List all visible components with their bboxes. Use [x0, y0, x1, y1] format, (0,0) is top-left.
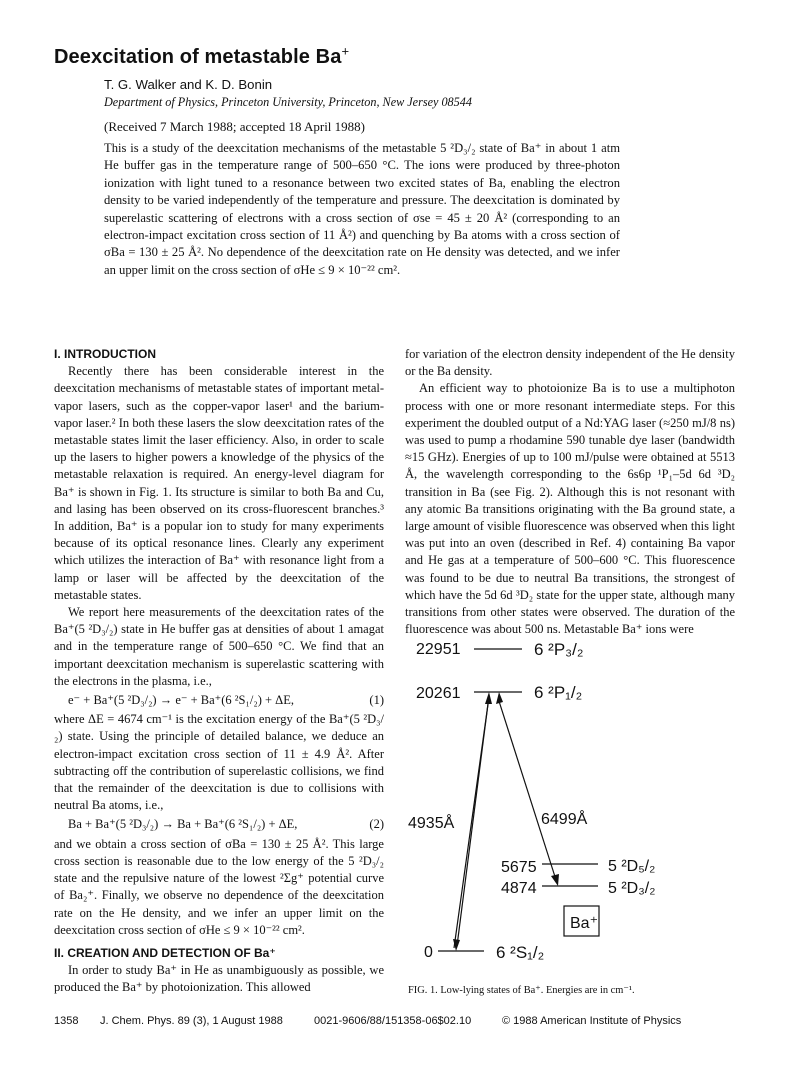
- page-number: 1358: [54, 1015, 79, 1027]
- level-state-6s12: 6 ²S₁/₂: [496, 943, 545, 962]
- intro-paragraph-2: We report here measurements of the deexcitation rates of the Ba⁺(5 ²D₃/₂) state in He buffer gas at densities of about 1 amagat and in the temperature range of 500–650 °C. We find that an important deexcitation mechanism is superelastic scattering with the electrons in the plasma, i.e.,: [54, 605, 384, 688]
- received-dates: (Received 7 March 1988; accepted 18 April 1988): [104, 119, 365, 134]
- level-energy-5675: 5675: [501, 859, 537, 876]
- intro-paragraph-4: and we obtain a cross section of σBa = 130 ± 25 Å². This large cross section is reasonable due to the low energy of the 5 ²D₃/₂ state and the repulsive nature of the lowest ²Σg⁺ potential curve of Ba₂⁺. Finally, we observe no dependence of the deexcitation rate on the He density, and we infer an upper limit on the deexcitation cross section of σHe ≤ 9 × 10⁻²² cm².: [54, 836, 384, 937]
- abstract: This is a study of the deexcitation mechanisms of the metastable 5 ²D₃/₂ state of Ba⁺ in about 1 atm He buffer gas in the temperature range of 500–650 °C. The ions were produced by three-photon ionization with light tuned to a resonance between two excited states of Ba, enabling the electron density to be varied independently of the temperature and pressure. The deexcitation is dominated by superelastic scattering of electrons with a cross section of σse = 45 ± 20 Å² (corresponding to an electron-impact excitation cross section of 11 Å²) and quenching by Ba atoms with a cross section of σBa = 130 ± 25 Å². No dependence of the deexcitation rate on He density was detected, and we infer an upper limit on the cross section of σHe ≤ 9 × 10⁻²² cm².: [104, 141, 620, 277]
- intro-paragraph-1: Recently there has been considerable interest in the deexcitation mechanisms of metastable states of important metal-vapor lasers, such as the copper-vapor laser¹ and the barium-vapor laser.² In both these lasers the slow deexcitation rates of the metastable states limit the laser efficiency. Also, in order to scale up the lasers to higher powers a knowledge of the physics of the metastable relaxation is required. An energy-level diagram for Ba⁺ is shown in Fig. 1. Its structure is similar to both Ba and Cu, and lasing has been observed on its cross-fluorescent branches.³ In addition, Ba⁺ is a popular ion to study for many experiments because of its optical resonance lines. Clearly any experiment which utilizes the interaction of Ba⁺ with resonance light from a lamp or laser will be affected by the deexcitation of the metastable states.: [54, 364, 384, 602]
- figure-caption: FIG. 1. Low-lying states of Ba⁺. Energies are in cm⁻¹.: [408, 985, 635, 996]
- energy-level-diagram: [404, 628, 704, 968]
- creation-paragraph-1-continued: for variation of the electron density independent of the He density or the Ba density.: [405, 347, 735, 379]
- article-code: 0021-9606/88/151358-06$02.10: [314, 1015, 472, 1027]
- level-state-5d52: 5 ²D₅/₂: [608, 858, 656, 875]
- equation-2-number: (2): [369, 817, 384, 832]
- intro-paragraph-3: where ΔE = 4674 cm⁻¹ is the excitation energy of the Ba⁺(5 ²D₃/₂) state. Using the principle of detailed balance, we deduce an electron-impact excitation cross section of 11 ± 4.9 Å². After subtracting off the contribution of superelastic collisions, we find that the remainder of the deexcitation is due to collisions with neutral Ba atoms, i.e.,: [54, 712, 384, 813]
- level-state-5d32: 5 ²D₃/₂: [608, 880, 656, 897]
- arrowhead-up-6499: [496, 692, 503, 704]
- equation-1-body: e⁻ + Ba⁺(5 ²D₃/₂) → e⁻ + Ba⁺(6 ²S₁/₂) + ΔE,: [68, 693, 294, 708]
- article-title: [54, 43, 350, 69]
- level-energy-0: 0: [424, 944, 433, 961]
- left-column: [54, 346, 384, 997]
- transition-label-6499: 6499Å: [541, 811, 588, 828]
- journal-citation: J. Chem. Phys. 89 (3), 1 August 1988: [100, 1015, 283, 1027]
- level-energy-22951: 22951: [416, 641, 461, 658]
- level-energy-4874: 4874: [501, 880, 537, 897]
- equation-1-number: (1): [369, 693, 384, 708]
- section-heading-creation: II. CREATION AND DETECTION OF Ba⁺: [54, 945, 276, 960]
- level-state-6p32: 6 ²P₃/₂: [534, 640, 584, 659]
- transition-arrow-6499: [498, 698, 557, 883]
- equation-2-body: Ba + Ba⁺(5 ²D₃/₂) → Ba + Ba⁺(6 ²S₁/₂) + ΔE,: [68, 817, 298, 832]
- transition-arrow-down-to-ground: [457, 696, 489, 946]
- title-text: Deexcitation of metastable Ba: [54, 46, 342, 68]
- equation-2: [54, 814, 384, 835]
- level-energy-20261: 20261: [416, 685, 461, 702]
- section-heading-introduction: I. INTRODUCTION: [54, 347, 156, 361]
- title-charge: +: [341, 43, 350, 59]
- level-state-6p12: 6 ²P₁/₂: [534, 683, 583, 702]
- transition-label-4935: 4935Å: [408, 815, 455, 832]
- copyright: © 1988 American Institute of Physics: [502, 1015, 682, 1027]
- arrowhead-down-6499: [551, 874, 559, 886]
- creation-paragraph-1: In order to study Ba⁺ in He as unambiguously as possible, we produced the Ba⁺ by photoionization. This allowed: [54, 963, 384, 995]
- right-column: [405, 346, 735, 638]
- affiliation: Department of Physics, Princeton University, Princeton, New Jersey 08544: [104, 95, 472, 109]
- authors: T. G. Walker and K. D. Bonin: [104, 77, 273, 92]
- equation-1: [54, 690, 384, 711]
- creation-paragraph-2: An efficient way to photoionize Ba is to use a multiphoton process with one or more resonant intermediate steps. For this experiment the doubled output of a Nd:YAG laser (≈250 mJ/8 ns) was used to pump a rhodamine 590 tunable dye laser (bandwidth ≈15 GHz). Energies of up to 100 mJ/pulse were obtained at 5513 Å, the wavelength corresponding to the 6s6p ¹P₁–5d 6d ³D₂ transition in Ba (see Fig. 2). Although this is not resonant with any atomic Ba transitions originating with the Ba ground state, a large amount of visible fluorescence was observed when this light was put into an oven (described in Ref. 4) containing Ba vapor and He gas at a temperature of 500–600 °C. This fluorescence was found to be due to neutral Ba transitions, the strongest of which have the 5d 6d ³D₂ state for the upper state, although many transitions from other states were observed. The duration of the fluorescence was about 500 ns. Metastable Ba⁺ ions were: [405, 381, 735, 637]
- ion-label: Ba⁺: [570, 915, 599, 932]
